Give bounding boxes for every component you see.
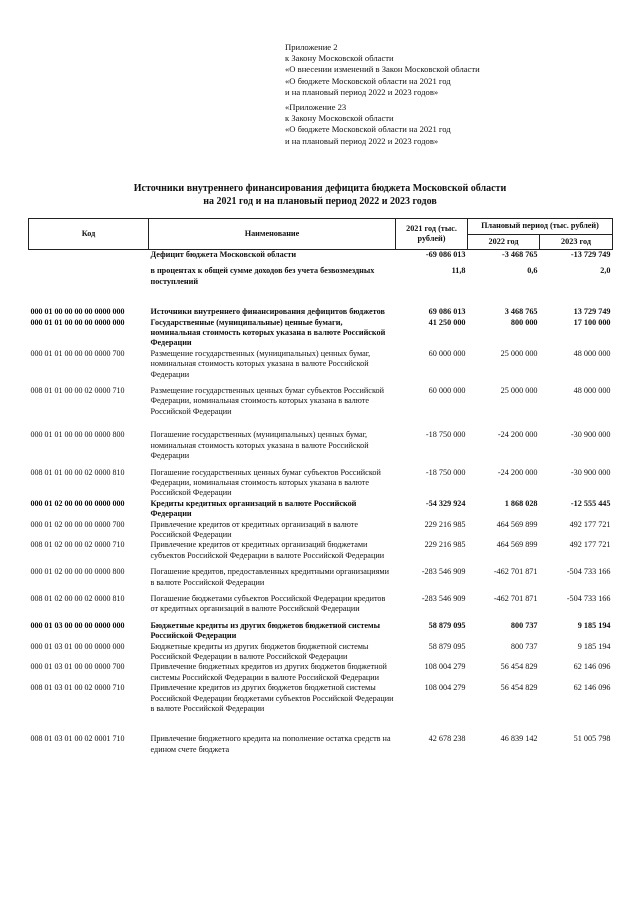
row-value-2023: 62 146 096 — [573, 662, 611, 672]
row-code — [29, 250, 149, 261]
row-value-2023: 9 185 194 — [577, 641, 611, 651]
row-name: Бюджетные кредиты из других бюджетов бюджетной системы Российской Федерации в валюте Российской Федерации — [150, 641, 369, 661]
table-row — [29, 683, 613, 714]
table-row — [29, 417, 613, 461]
preamble-block-amendment — [285, 42, 625, 98]
table-row — [29, 540, 613, 561]
preamble-a-line: и на плановый период 2022 и 2023 годов» — [285, 86, 439, 97]
row-value-2023: 9 185 194 — [577, 620, 611, 630]
row-name: Привлечение бюджетных кредитов из других бюджетов бюджетной системы Российской Федерации в валюте Российской Федерации — [150, 662, 387, 682]
header-2022: 2022 год — [468, 234, 540, 250]
document-title — [60, 182, 580, 208]
row-value-2023: 48 000 000 — [573, 348, 611, 358]
row-value-2021: 108 004 279 — [424, 662, 466, 672]
row-value-2021: 11,8 — [451, 266, 466, 276]
row-code: 008 01 01 00 00 02 0000 810 — [30, 467, 125, 477]
row-value-2021: -54 329 924 — [425, 498, 466, 508]
row-name: Бюджетные кредиты из других бюджетов бюджетной системы Российской Федерации — [150, 620, 380, 641]
row-name: Размещение государственных ценных бумаг субъектов Российской Федерации, номинальная стоимость которых указана в валюте Российской Федерации — [150, 386, 384, 416]
table-row — [29, 642, 613, 663]
row-name: Источники внутреннего финансирования дефицитов бюджетов — [150, 307, 385, 317]
header-2021: 2021 год (тыс. рублей) — [396, 219, 468, 250]
row-value-2021: 60 000 000 — [428, 348, 466, 358]
row-value-2022: 800 737 — [510, 620, 538, 630]
row-value-2021: 42 678 238 — [428, 734, 466, 744]
financing-sources-table — [28, 218, 613, 755]
table-row — [29, 714, 613, 755]
row-value-2023: -13 729 749 — [570, 250, 611, 259]
row-value-2023: 13 729 749 — [573, 307, 611, 317]
table-row — [29, 287, 613, 317]
row-code: 008 01 03 01 00 02 0000 710 — [30, 683, 125, 693]
preamble-b-line: «О бюджете Московской области на 2021 год — [285, 124, 451, 135]
row-name: Погашение государственных (муниципальных) ценных бумаг, номинальная стоимость которых указана в валюте Российской Федерации — [150, 430, 369, 461]
row-code: 008 01 02 00 00 02 0000 810 — [30, 593, 125, 603]
row-value-2023: -12 555 445 — [570, 498, 611, 508]
row-name: Погашение государственных ценных бумаг субъектов Российской Федерации, номинальная стоимость которых указана в валюте Российской Федерации — [150, 467, 381, 498]
row-value-2023: -504 733 166 — [566, 567, 611, 577]
row-value-2022: 800 000 — [510, 317, 538, 327]
preamble-block-appendix — [285, 102, 625, 147]
title-line-1: Источники внутреннего финансирования дефицита бюджета Московской области — [133, 183, 507, 194]
row-value-2021: 108 004 279 — [424, 683, 466, 693]
table-row — [29, 561, 613, 588]
row-name: Привлечение кредитов из других бюджетов бюджетной системы Российской Федерации бюджетами субъектов Российской Федерации в валюте Российской Федерации — [150, 683, 394, 714]
row-value-2023: 17 100 000 — [573, 317, 611, 327]
appendix-preamble — [285, 42, 625, 147]
row-code: 008 01 01 00 00 02 0000 710 — [30, 386, 125, 396]
row-name: Привлечение кредитов от кредитных организаций в валюте Российской Федерации — [150, 519, 359, 539]
row-value-2022: 56 454 829 — [500, 683, 538, 693]
row-value-2021: -18 750 000 — [425, 467, 466, 477]
row-value-2022: 1 868 028 — [504, 498, 538, 508]
header-planned-period: Плановый период (тыс. рублей) — [468, 219, 613, 235]
row-name: Привлечение бюджетного кредита на пополнение остатка средств на едином счете бюджета — [150, 734, 391, 754]
row-name: Погашение кредитов, предоставленных кредитными организациями в валюте Российской Федерации — [150, 567, 389, 587]
row-code: 008 01 03 01 00 02 0001 710 — [30, 734, 125, 744]
table-row — [29, 662, 613, 683]
row-code — [29, 260, 149, 287]
preamble-b-line: и на плановый период 2022 и 2023 годов» — [285, 135, 439, 146]
row-value-2023: -504 733 166 — [566, 593, 611, 603]
row-value-2022: 800 737 — [510, 641, 538, 651]
preamble-a-line: к Закону Московской области — [285, 53, 394, 64]
row-code: 000 01 03 01 00 00 0000 700 — [30, 662, 125, 672]
table-row — [29, 318, 613, 349]
table-row — [29, 588, 613, 615]
row-value-2021: -283 546 909 — [421, 593, 466, 603]
row-value-2021: 41 250 000 — [428, 317, 466, 327]
row-name: Государственные (муниципальные) ценные бумаги, номинальная стоимость которых указана в валюте Российской Федерации — [150, 317, 386, 348]
row-value-2022: 464 569 899 — [496, 519, 538, 529]
preamble-b-line: к Закону Московской области — [285, 113, 394, 124]
preamble-a-line: «О внесении изменений в Закон Московской области — [285, 64, 480, 75]
table-row — [29, 349, 613, 380]
row-value-2021: 229 216 985 — [424, 540, 466, 550]
row-value-2021: 229 216 985 — [424, 519, 466, 529]
row-value-2021: 58 879 095 — [428, 620, 466, 630]
row-value-2021: 58 879 095 — [428, 641, 466, 651]
row-value-2022: 56 454 829 — [500, 662, 538, 672]
row-value-2023: 2,0 — [600, 266, 611, 276]
table-header — [29, 219, 613, 250]
row-name: Кредиты кредитных организаций в валюте Российской Федерации — [150, 498, 357, 519]
row-value-2023: -30 900 000 — [570, 467, 611, 477]
table-row — [29, 380, 613, 417]
table-row — [29, 260, 613, 287]
row-code: 000 01 01 00 00 00 0000 000 — [30, 317, 125, 327]
row-code: 000 01 01 00 00 00 0000 800 — [30, 430, 125, 440]
row-code: 000 01 03 01 00 00 0000 000 — [30, 641, 125, 651]
row-name: Дефицит бюджета Московской области — [150, 250, 297, 259]
table-row — [29, 250, 613, 261]
row-value-2022: 3 468 765 — [504, 307, 538, 317]
row-code: 000 01 02 00 00 00 0000 700 — [30, 519, 125, 529]
row-code: 000 01 00 00 00 00 0000 000 — [30, 307, 125, 317]
row-value-2022: 25 000 000 — [500, 386, 538, 396]
row-name: Привлечение кредитов от кредитных организаций бюджетами субъектов Российской Федерации в валюте Российской Федерации — [150, 540, 385, 560]
row-name: Погашение бюджетами субъектов Российской Федерации кредитов от кредитных организаций в валюте Российской Федерации — [150, 593, 386, 614]
row-value-2021: -283 546 909 — [421, 567, 466, 577]
row-value-2022: -462 701 871 — [493, 567, 538, 577]
row-value-2022: 0,6 — [527, 266, 538, 276]
row-code: 000 01 02 00 00 00 0000 800 — [30, 567, 125, 577]
row-code: 008 01 02 00 00 02 0000 710 — [30, 540, 125, 550]
row-value-2021: -18 750 000 — [425, 430, 466, 440]
row-value-2021: -69 086 013 — [425, 250, 466, 259]
preamble-a-line: Приложение 2 — [285, 42, 338, 52]
header-2023: 2023 год — [540, 234, 613, 250]
table-row — [29, 520, 613, 541]
row-value-2022: -24 200 000 — [497, 430, 538, 440]
preamble-b-line: «Приложение 23 — [285, 102, 347, 113]
row-code: 000 01 01 00 00 00 0000 700 — [30, 348, 125, 358]
row-value-2023: 48 000 000 — [573, 386, 611, 396]
row-value-2023: 62 146 096 — [573, 683, 611, 693]
header-name: Наименование — [149, 219, 396, 250]
row-value-2023: 492 177 721 — [569, 519, 611, 529]
row-code: 000 01 03 00 00 00 0000 000 — [30, 620, 125, 630]
table-row — [29, 615, 613, 642]
table-body — [29, 250, 613, 756]
row-value-2022: -3 468 765 — [502, 250, 538, 259]
row-name: в процентах к общей сумме доходов без учета безвозмездных поступлений — [150, 266, 375, 286]
row-value-2022: -462 701 871 — [493, 593, 538, 603]
row-value-2023: -30 900 000 — [570, 430, 611, 440]
table-row — [29, 499, 613, 520]
row-value-2023: 51 005 798 — [573, 734, 611, 744]
row-name: Размещение государственных (муниципальных) ценных бумаг, номинальная стоимость которых указана в валюте Российской Федерации — [150, 348, 371, 379]
preamble-a-line: «О бюджете Московской области на 2021 год — [285, 75, 451, 86]
table-row — [29, 462, 613, 499]
row-value-2021: 69 086 013 — [428, 307, 466, 317]
title-line-2: на 2021 год и на плановый период 2022 и 2023 годов — [203, 196, 437, 207]
row-code: 000 01 02 00 00 00 0000 000 — [30, 498, 125, 508]
row-value-2022: -24 200 000 — [497, 467, 538, 477]
row-value-2022: 25 000 000 — [500, 348, 538, 358]
row-value-2022: 46 839 142 — [500, 734, 538, 744]
row-value-2022: 464 569 899 — [496, 540, 538, 550]
row-value-2021: 60 000 000 — [428, 386, 466, 396]
header-code: Код — [29, 219, 149, 250]
row-value-2023: 492 177 721 — [569, 540, 611, 550]
